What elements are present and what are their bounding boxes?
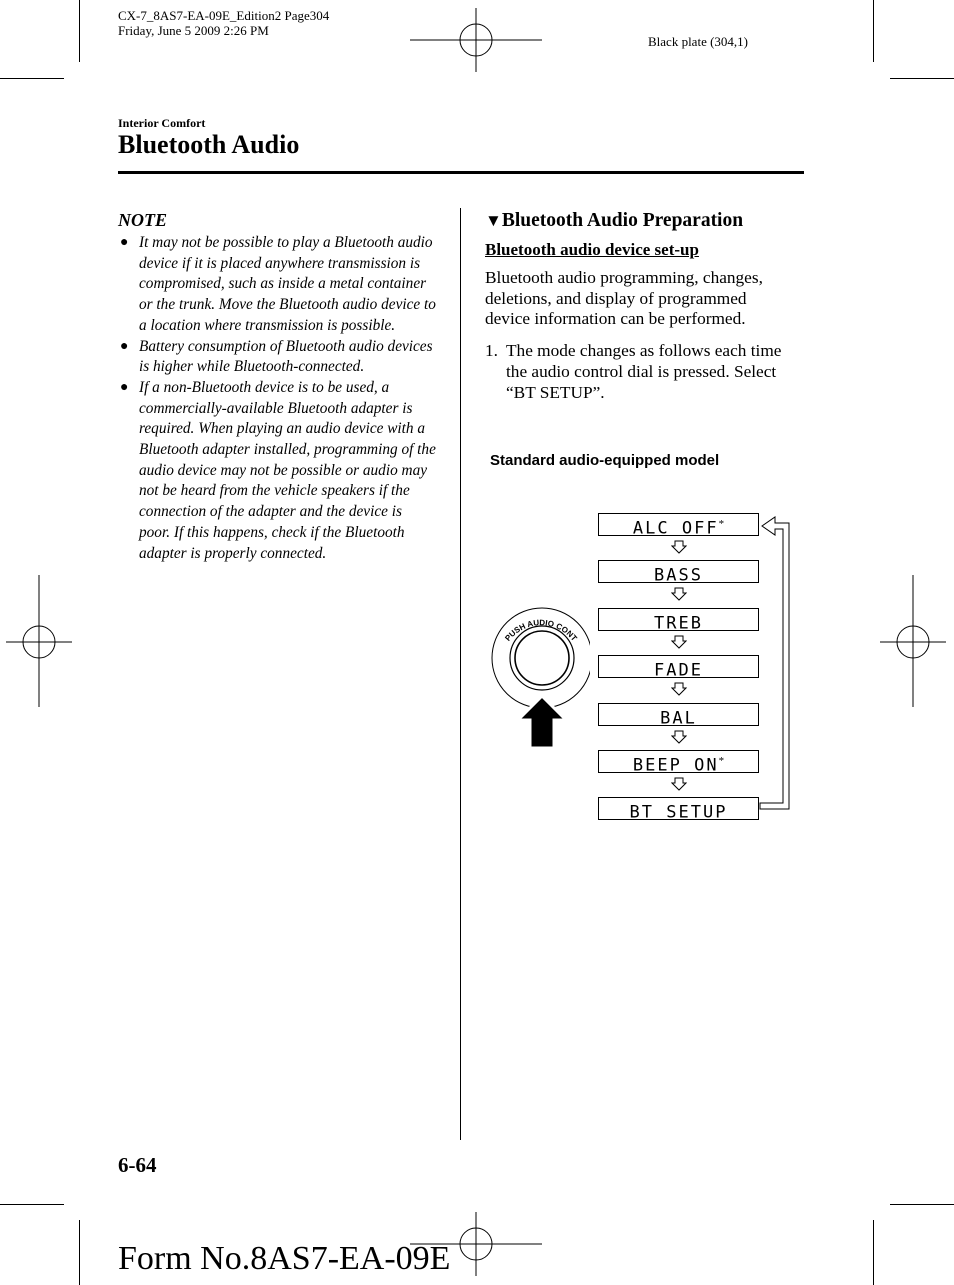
note-title: NOTE — [118, 210, 167, 230]
down-arrow-icon — [671, 777, 687, 791]
page-number: 6-64 — [118, 1153, 157, 1177]
crop-mark — [79, 1220, 80, 1285]
bullet-icon: ● — [120, 379, 129, 395]
title-divider — [118, 171, 804, 174]
press-arrow-icon — [518, 696, 566, 748]
crop-mark — [873, 1220, 874, 1285]
form-number: Form No.8AS7-EA-09E — [118, 1240, 451, 1277]
triangle-down-icon: ▼ — [485, 211, 502, 230]
mode-label: FADE — [654, 660, 703, 681]
bullet-icon: ● — [120, 235, 129, 250]
column-divider — [460, 208, 461, 1140]
crop-mark — [890, 1204, 954, 1205]
audio-control-dial — [490, 604, 590, 754]
mode-box-bass — [598, 560, 759, 586]
mode-label: ALC OFF — [632, 518, 719, 539]
step-item — [485, 341, 795, 403]
registration-mark-left — [6, 575, 72, 707]
bullet-icon: ● — [120, 338, 129, 354]
step-text: The mode changes as follows each time the audio control dial is pressed. Select “BT SETUP”. — [506, 341, 782, 402]
crop-mark — [0, 78, 64, 79]
section-heading-text: Bluetooth Audio Preparation — [501, 210, 744, 231]
asterisk: * — [718, 755, 725, 767]
dial-label: PUSH AUDIO CONT — [503, 618, 579, 643]
mode-box-alc-off — [598, 513, 759, 539]
asterisk: * — [718, 518, 725, 530]
file-info — [118, 8, 329, 38]
crop-mark — [890, 78, 954, 79]
mode-label: BT SETUP — [629, 802, 728, 823]
down-arrow-icon — [671, 540, 687, 554]
intro-paragraph: Bluetooth audio programming, changes, deletions, and display of programmed device information can be performed. — [485, 268, 763, 329]
registration-mark-top — [410, 8, 542, 72]
note-item — [118, 233, 436, 337]
crop-mark — [873, 0, 874, 62]
return-loop-arrow-icon — [759, 514, 799, 812]
mode-box-fade — [598, 655, 759, 681]
crop-mark — [0, 1204, 64, 1205]
page-title: Bluetooth Audio — [118, 130, 300, 159]
note-item-text: If a non-Bluetooth device is to be used, a commercially-available Bluetooth adapter is required. When playing an audio device with a Bluetooth adapter installed, programming of the audio device may not be possible or audio may not be heard from the vehicle speakers if the connection of the adapter and the device is poor. If this happens, check if the Bluetooth adapter is properly connected. — [139, 378, 436, 562]
note-item-text: Battery consumption of Bluetooth audio devices is higher while Bluetooth-connected. — [139, 337, 433, 376]
note-list — [118, 233, 436, 564]
mode-label: BASS — [654, 565, 703, 586]
subheading: Bluetooth audio device set-up — [485, 240, 699, 259]
mode-box-bal — [598, 703, 759, 729]
note-block — [118, 210, 436, 564]
step-number: 1. — [485, 341, 498, 361]
mode-label: BEEP ON — [632, 755, 719, 776]
mode-box-treb — [598, 608, 759, 634]
main-content — [485, 210, 795, 403]
down-arrow-icon — [671, 635, 687, 649]
mode-label: BAL — [660, 708, 697, 729]
mode-box-bt-setup — [598, 797, 759, 823]
mode-label: TREB — [654, 613, 703, 634]
note-item-text: It may not be possible to play a Bluetooth audio device if it is placed anywhere transmission is compromised, such as inside a metal container or the trunk. Move the Bluetooth audio device to a location where transmission is possible. — [139, 234, 436, 334]
note-item — [118, 337, 436, 378]
crop-mark — [79, 0, 80, 62]
mode-box-beep-on — [598, 750, 759, 776]
section-label: Interior Comfort — [118, 116, 206, 130]
figure-caption: Standard audio-equipped model — [490, 452, 720, 469]
section-heading — [485, 210, 795, 232]
note-item — [118, 378, 436, 564]
registration-mark-right — [880, 575, 946, 707]
down-arrow-icon — [671, 682, 687, 696]
file-info-line1: CX-7_8AS7-EA-09E_Edition2 Page304 — [118, 8, 330, 23]
down-arrow-icon — [671, 730, 687, 744]
down-arrow-icon — [671, 587, 687, 601]
plate-label: Black plate (304,1) — [648, 34, 748, 49]
file-info-line2: Friday, June 5 2009 2:26 PM — [118, 23, 269, 38]
